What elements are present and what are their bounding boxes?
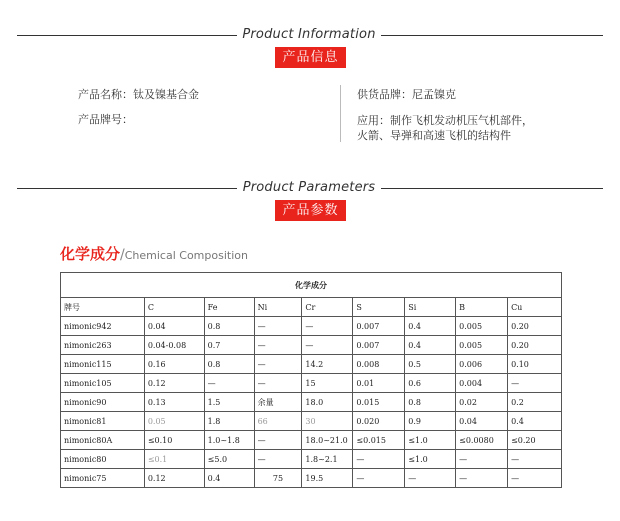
grade-cell: nimonic75 [61, 469, 145, 488]
info-divider [340, 85, 341, 142]
grade-cell: nimonic80 [61, 450, 145, 469]
value-cell: 0.13 [144, 393, 204, 412]
table-caption: 化学成分 [61, 273, 562, 298]
header-rule-right [381, 35, 603, 36]
value-cell: 0.05 [144, 412, 204, 431]
value-cell: — [508, 374, 562, 393]
usage-line-1: 应用：制作飞机发动机压气机部件， [357, 114, 533, 127]
value-cell: 0.005 [456, 336, 508, 355]
value-cell: 1.0~1.8 [204, 431, 254, 450]
value-cell: — [508, 450, 562, 469]
value-cell: — [353, 469, 405, 488]
grade-cell: nimonic80A [61, 431, 145, 450]
table-header-row [61, 298, 562, 317]
chem-title-slash: / [120, 247, 125, 263]
section-title-en: Product Information [242, 27, 376, 42]
value-cell: 0.7 [204, 336, 254, 355]
table-row [61, 355, 562, 374]
col-header: Ni [254, 298, 302, 317]
value-cell: — [254, 336, 302, 355]
value-cell: 0.12 [144, 469, 204, 488]
value-cell: 75 [254, 469, 302, 488]
value-cell: 0.8 [204, 317, 254, 336]
value-cell: — [405, 469, 456, 488]
value-cell: 1.8 [204, 412, 254, 431]
value-cell: 0.20 [508, 317, 562, 336]
col-header: B [456, 298, 508, 317]
composition-table [60, 272, 562, 488]
value-cell: — [254, 431, 302, 450]
grade-cell: nimonic115 [61, 355, 145, 374]
col-header: Cr [302, 298, 353, 317]
col-header: 牌号 [61, 298, 145, 317]
value-cell: 0.4 [405, 336, 456, 355]
value-cell: 0.005 [456, 317, 508, 336]
value-cell: 0.2 [508, 393, 562, 412]
value-cell: — [254, 317, 302, 336]
product-info-right [357, 88, 533, 143]
table-row [61, 450, 562, 469]
product-name: 产品名称：钛及镍基合金 [78, 88, 199, 101]
value-cell: 18.0~21.0 [302, 431, 353, 450]
value-cell: 1.8~2.1 [302, 450, 353, 469]
value-cell: 0.8 [204, 355, 254, 374]
grade-cell: nimonic81 [61, 412, 145, 431]
value-cell: 18.0 [302, 393, 353, 412]
grade-cell: nimonic942 [61, 317, 145, 336]
value-cell: 0.015 [353, 393, 405, 412]
product-info-left [78, 88, 199, 138]
value-cell: 0.6 [405, 374, 456, 393]
table-caption-row [61, 273, 562, 298]
value-cell: 0.4 [204, 469, 254, 488]
supply-brand: 供货品牌：尼孟镍克 [357, 88, 456, 101]
value-cell: ≤1.0 [405, 450, 456, 469]
value-cell: 0.020 [353, 412, 405, 431]
value-cell: ≤0.0080 [456, 431, 508, 450]
value-cell: — [456, 469, 508, 488]
chem-title-en: Chemical Composition [124, 249, 248, 262]
value-cell: — [204, 374, 254, 393]
table-row [61, 336, 562, 355]
value-cell: 0.5 [405, 355, 456, 374]
value-cell: — [508, 469, 562, 488]
value-cell: 0.16 [144, 355, 204, 374]
product-information-header [0, 27, 620, 71]
value-cell: ≤0.015 [353, 431, 405, 450]
value-cell: ≤1.0 [405, 431, 456, 450]
table-row [61, 431, 562, 450]
value-cell: 0.20 [508, 336, 562, 355]
value-cell: — [254, 355, 302, 374]
value-cell: 0.007 [353, 317, 405, 336]
value-cell: 0.008 [353, 355, 405, 374]
value-cell: — [302, 336, 353, 355]
value-cell: 0.006 [456, 355, 508, 374]
value-cell: 30 [302, 412, 353, 431]
value-cell: 14.2 [302, 355, 353, 374]
value-cell: ≤5.0 [204, 450, 254, 469]
value-cell: ≤0.10 [144, 431, 204, 450]
value-cell: 0.04-0.08 [144, 336, 204, 355]
value-cell: 0.04 [144, 317, 204, 336]
product-parameters-header [0, 180, 620, 224]
value-cell: 0.4 [405, 317, 456, 336]
grade-cell: nimonic105 [61, 374, 145, 393]
table-row [61, 393, 562, 412]
value-cell: 1.5 [204, 393, 254, 412]
value-cell: — [254, 450, 302, 469]
section-title-zh-badge: 产品信息 [275, 47, 346, 68]
value-cell: 0.12 [144, 374, 204, 393]
col-header: Cu [508, 298, 562, 317]
value-cell: 66 [254, 412, 302, 431]
col-header: Si [405, 298, 456, 317]
value-cell: ≤0.20 [508, 431, 562, 450]
chem-title-zh: 化学成分 [60, 245, 121, 263]
value-cell: 19.5 [302, 469, 353, 488]
value-cell: 0.8 [405, 393, 456, 412]
value-cell: — [353, 450, 405, 469]
value-cell: ≤0.1 [144, 450, 204, 469]
header-rule-left [17, 35, 237, 36]
grade-cell: nimonic263 [61, 336, 145, 355]
grade-cell: nimonic90 [61, 393, 145, 412]
header-rule-right [381, 188, 603, 189]
value-cell: 0.4 [508, 412, 562, 431]
value-cell: 0.02 [456, 393, 508, 412]
value-cell: 0.01 [353, 374, 405, 393]
section-title-zh-badge: 产品参数 [275, 200, 346, 221]
col-header: S [353, 298, 405, 317]
value-cell: 0.9 [405, 412, 456, 431]
value-cell: — [302, 317, 353, 336]
section-title-en: Product Parameters [242, 180, 376, 195]
chemical-composition-title [60, 243, 248, 263]
value-cell: 0.10 [508, 355, 562, 374]
table-row [61, 317, 562, 336]
value-cell: 0.04 [456, 412, 508, 431]
value-cell: — [254, 374, 302, 393]
value-cell: 余量 [254, 393, 302, 412]
value-cell: 0.007 [353, 336, 405, 355]
value-cell: 15 [302, 374, 353, 393]
usage-line-2: 火箭、导弹和高速飞机的结构件 [357, 129, 511, 142]
value-cell: — [456, 450, 508, 469]
value-cell: 0.004 [456, 374, 508, 393]
table-row [61, 469, 562, 488]
header-rule-left [17, 188, 237, 189]
col-header: C [144, 298, 204, 317]
table-row [61, 412, 562, 431]
table-row [61, 374, 562, 393]
product-grade: 产品牌号： [78, 113, 133, 126]
col-header: Fe [204, 298, 254, 317]
